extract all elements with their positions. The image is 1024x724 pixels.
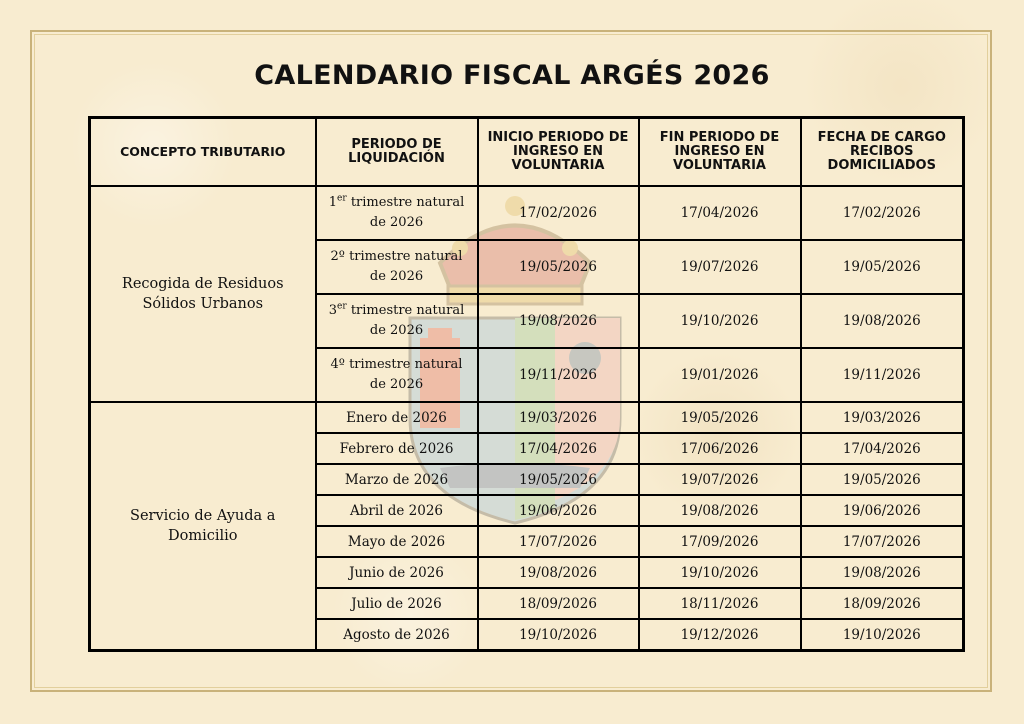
- inicio-date-cell: 19/03/2026: [478, 402, 639, 433]
- fin-date-cell: 19/08/2026: [639, 495, 801, 526]
- inicio-date-cell: 19/06/2026: [478, 495, 639, 526]
- period-ordinal-suffix: er: [337, 301, 347, 312]
- period-ordinal: 2: [330, 249, 339, 264]
- header-periodo-liquidacion: PERIODO DE LIQUIDACIÓN: [316, 118, 478, 187]
- fin-date-cell: 17/09/2026: [639, 526, 801, 557]
- concept-cell-residuos: Recogida de Residuos Sólidos Urbanos: [90, 186, 316, 402]
- period-label: trimestre natural de 2026: [349, 249, 463, 284]
- table-row: [90, 186, 964, 240]
- cargo-date-cell: 19/11/2026: [801, 348, 964, 402]
- cargo-date-cell: 17/04/2026: [801, 433, 964, 464]
- period-ordinal-suffix: er: [337, 193, 347, 204]
- period-cell: Julio de 2026: [316, 588, 478, 619]
- cargo-date-cell: 17/07/2026: [801, 526, 964, 557]
- inicio-date-cell: 19/08/2026: [478, 294, 639, 348]
- fin-date-cell: 19/10/2026: [639, 557, 801, 588]
- cargo-date-cell: 19/08/2026: [801, 557, 964, 588]
- fin-date-cell: 18/11/2026: [639, 588, 801, 619]
- inicio-date-cell: 19/11/2026: [478, 348, 639, 402]
- period-cell: [316, 348, 478, 402]
- period-ordinal: 4: [330, 357, 339, 372]
- period-label: trimestre natural de 2026: [350, 303, 465, 338]
- header-fin-periodo: FIN PERIODO DE INGRESO EN VOLUNTARIA: [639, 118, 801, 187]
- cargo-date-cell: 19/05/2026: [801, 464, 964, 495]
- table-row: [90, 402, 964, 433]
- inicio-date-cell: 19/08/2026: [478, 557, 639, 588]
- period-ordinal-suffix: º: [338, 357, 345, 372]
- table-header-row: [90, 118, 964, 187]
- concept-cell-ayuda-domicilio: Servicio de Ayuda a Domicilio: [90, 402, 316, 651]
- fin-date-cell: 19/12/2026: [639, 619, 801, 651]
- fin-date-cell: 19/07/2026: [639, 464, 801, 495]
- period-ordinal: 1: [328, 195, 338, 210]
- period-label: trimestre natural de 2026: [350, 195, 465, 230]
- period-cell: Mayo de 2026: [316, 526, 478, 557]
- period-cell: [316, 240, 478, 294]
- header-concepto-tributario: CONCEPTO TRIBUTARIO: [90, 118, 316, 187]
- inicio-date-cell: 18/09/2026: [478, 588, 639, 619]
- period-cell: Enero de 2026: [316, 402, 478, 433]
- fin-date-cell: 19/05/2026: [639, 402, 801, 433]
- period-ordinal: 3: [328, 303, 338, 318]
- cargo-date-cell: 17/02/2026: [801, 186, 964, 240]
- inicio-date-cell: 17/04/2026: [478, 433, 639, 464]
- period-cell: [316, 294, 478, 348]
- cargo-date-cell: 18/09/2026: [801, 588, 964, 619]
- inicio-date-cell: 19/05/2026: [478, 464, 639, 495]
- cargo-date-cell: 19/03/2026: [801, 402, 964, 433]
- cargo-date-cell: 19/10/2026: [801, 619, 964, 651]
- fin-date-cell: 19/10/2026: [639, 294, 801, 348]
- period-cell: [316, 186, 478, 240]
- period-label: trimestre natural de 2026: [349, 357, 463, 392]
- period-cell: Agosto de 2026: [316, 619, 478, 651]
- inicio-date-cell: 19/10/2026: [478, 619, 639, 651]
- cargo-date-cell: 19/06/2026: [801, 495, 964, 526]
- inicio-date-cell: 17/02/2026: [478, 186, 639, 240]
- header-fecha-cargo: FECHA DE CARGO RECIBOS DOMICILIADOS: [801, 118, 964, 187]
- page-title: CALENDARIO FISCAL ARGÉS 2026: [254, 60, 770, 91]
- fin-date-cell: 17/06/2026: [639, 433, 801, 464]
- cargo-date-cell: 19/05/2026: [801, 240, 964, 294]
- cargo-date-cell: 19/08/2026: [801, 294, 964, 348]
- period-ordinal-suffix: º: [338, 249, 345, 264]
- period-cell: Marzo de 2026: [316, 464, 478, 495]
- period-cell: Junio de 2026: [316, 557, 478, 588]
- fiscal-calendar-table: [88, 116, 965, 652]
- period-cell: Abril de 2026: [316, 495, 478, 526]
- header-inicio-periodo: INICIO PERIODO DE INGRESO EN VOLUNTARIA: [478, 118, 639, 187]
- fin-date-cell: 19/07/2026: [639, 240, 801, 294]
- inicio-date-cell: 17/07/2026: [478, 526, 639, 557]
- fin-date-cell: 19/01/2026: [639, 348, 801, 402]
- period-cell: Febrero de 2026: [316, 433, 478, 464]
- inicio-date-cell: 19/05/2026: [478, 240, 639, 294]
- fin-date-cell: 17/04/2026: [639, 186, 801, 240]
